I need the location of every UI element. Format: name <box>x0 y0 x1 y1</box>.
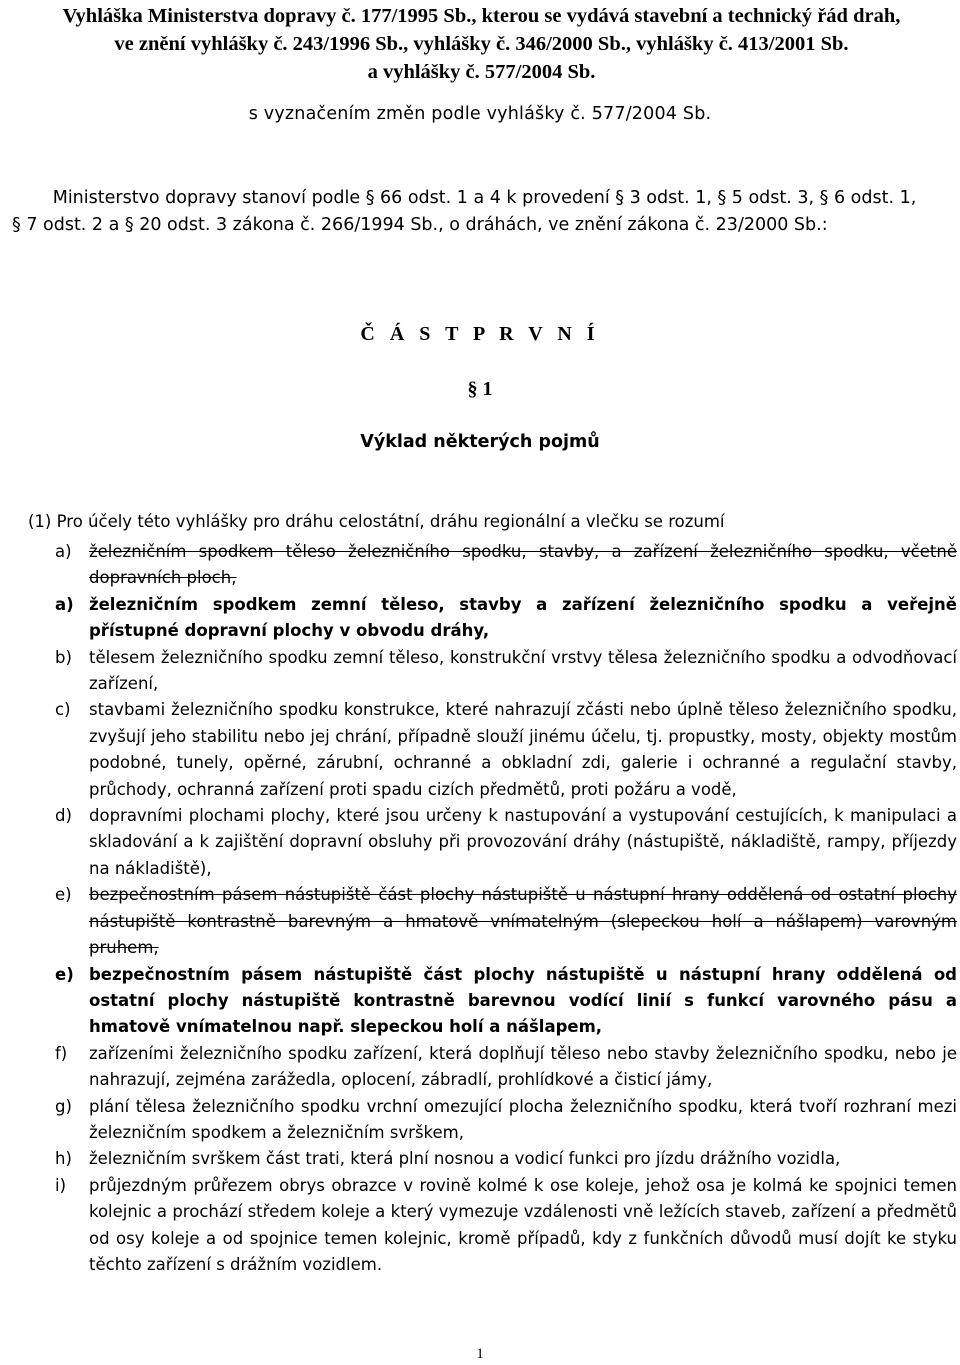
list-item <box>55 645 957 698</box>
list-item <box>55 962 957 1041</box>
list-item-text: železničním spodkem zemní těleso, stavby a zařízení železničního spodku a veřejně přístupné dopravní plochy v obvodu dráhy, <box>89 594 957 641</box>
list-item-label: g) <box>55 1096 72 1116</box>
intro-paragraph <box>12 185 957 239</box>
list-item-label: c) <box>55 700 71 720</box>
title-line: Vyhláška Ministerstva dopravy č. 177/1995 Sb., kterou se vydává stavební a technický řád drah, <box>62 5 901 27</box>
list-item <box>55 539 957 592</box>
intro-line: § 7 odst. 2 a § 20 odst. 3 zákona č. 266/1994 Sb., o dráhách, ve znění zákona č. 23/2000 Sb.: <box>12 215 828 235</box>
document-subtitle: s vyznačením změn podle vyhlášky č. 577/2004 Sb. <box>248 104 712 124</box>
list-item-text: průjezdným průřezem obrys obrazce v rovině kolmé k ose koleje, jehož osa je kolmá ke spojnici temen kolejnic a prochází středem koleje a který vymezuje vzdálenosti vně ležících staveb, zařízení a předmětů od osy koleje a od spojnice temen kolejnic, kromě případů, kdy z funkčních důvodů musí dojít ke styku těchto zařízení s drážním vozidlem. <box>89 1175 957 1274</box>
page-number: 1 <box>476 1346 484 1362</box>
list-item <box>55 592 957 645</box>
list-item-text: železničním spodkem těleso železničního spodku, stavby, a zařízení železničního spodku, včetně dopravních ploch, <box>89 542 957 588</box>
list-item-text: tělesem železničního spodku zemní těleso, konstrukční vrstvy tělesa železničního spodku a odvodňovací zařízení, <box>89 647 957 694</box>
list-item <box>55 1146 957 1172</box>
list-item-label: a) <box>55 594 74 614</box>
list-item-label: h) <box>55 1149 72 1169</box>
list-item <box>55 1041 957 1094</box>
list-item-text: železničním svrškem část trati, která plní nosnou a vodicí funkci pro jízdu drážního vozidla, <box>89 1149 841 1169</box>
list-item-label: d) <box>55 806 72 826</box>
section-heading: Výklad některých pojmů <box>360 432 600 452</box>
list-item-text: zařízeními železničního spodku zařízení, která doplňují těleso nebo stavby železničního spodku, nebo je nahrazují, zejména zarážedla, oplocení, zábradlí, prohlídkové a čisticí jámy, <box>89 1043 957 1090</box>
lead-text: (1) Pro účely této vyhlášky pro dráhu celostátní, dráhu regionální a vlečku se rozumí <box>28 512 725 531</box>
paragraph-number: § 1 <box>467 378 493 400</box>
list-item <box>55 1094 957 1147</box>
list-item-label: i) <box>55 1175 67 1195</box>
definition-list <box>55 539 957 1278</box>
list-item-text: stavbami železničního spodku konstrukce, které nahrazují zčásti nebo úplně těleso železničního spodku, zvyšují jeho stabilitu nebo jej chrání, případně slouží jinému účelu, tj. propustky, mosty, objekty mostům podobné, tunely, opěrné, zárubní, ochranné a obkladní zdi, galerie i ochranné a regulační stavby, průchody, ochranná zařízení proti spadu cizích předmětů, proti požáru a vodě, <box>89 700 957 799</box>
document-title <box>14 2 949 86</box>
list-item-label: f) <box>55 1043 68 1063</box>
intro-line: Ministerstvo dopravy stanoví podle § 66 odst. 1 a 4 k provedení § 3 odst. 1, § 5 odst. 3, § 6 odst. 1, <box>52 188 917 208</box>
list-item <box>55 803 957 882</box>
list-item-text: plání tělesa železničního spodku vrchní omezující plocha železničního spodku, která tvoří rozhraní mezi železničním spodkem a železničním svrškem, <box>89 1096 957 1142</box>
list-item-label: b) <box>55 647 72 667</box>
list-item-label: e) <box>55 885 72 905</box>
title-line: ve znění vyhlášky č. 243/1996 Sb., vyhlášky č. 346/2000 Sb., vyhlášky č. 413/2001 Sb. <box>114 33 849 55</box>
list-item-text: bezpečnostním pásem nástupiště část plochy nástupiště u nástupní hrany oddělená od ostatní plochy nástupiště kontrastně barevnou vodící linií s funkcí varovného pásu a hmatově vnímatelnou např. slepeckou holí a nášlapem, <box>89 964 957 1037</box>
list-item <box>55 697 957 803</box>
list-item <box>55 1173 957 1279</box>
list-item-text: bezpečnostním pásem nástupiště část plochy nástupiště u nástupní hrany oddělená od ostatní plochy nástupiště kontrastně barevným a hmatově vnímatelným (slepeckou holí a nášlapem) varovným pruhem, <box>89 885 957 958</box>
part-heading: Č Á S T P R V N Í <box>360 323 600 345</box>
list-item-label: a) <box>55 542 72 561</box>
title-line: a vyhlášky č. 577/2004 Sb. <box>367 61 596 83</box>
list-item <box>55 882 957 961</box>
list-item-label: e) <box>55 964 74 984</box>
list-item-text: dopravními plochami plochy, které jsou určeny k nastupování a vystupování cestujících, k manipulaci a skladování a k zajištění dopravní obsluhy při provozování dráhy (nástupiště, nákladiště, rampy, příjezdy na nákladiště), <box>89 806 957 878</box>
